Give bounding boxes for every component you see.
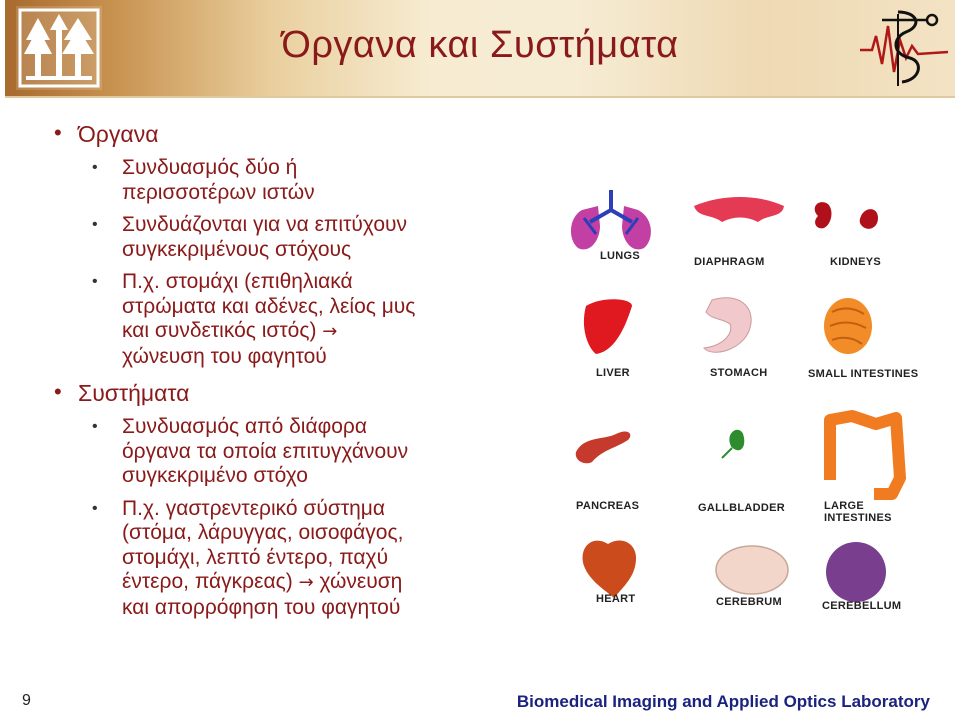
- bullet-icon: •: [54, 120, 62, 145]
- organ-label: STOMACH: [710, 367, 768, 379]
- list-item: • Π.χ. στομάχι (επιθηλιακά στρώματα και αδένες, λείος μυς και συνδετικός ιστός) → χώνευση του φαγητού: [92, 270, 416, 368]
- organ-label: LUNGS: [600, 250, 640, 262]
- organ-label: CEREBELLUM: [822, 600, 902, 612]
- pancreas-icon: [576, 432, 631, 464]
- organ-label: HEART: [596, 593, 636, 605]
- cerebrum-icon: [716, 546, 788, 594]
- small-intestines-icon: [824, 298, 872, 354]
- organ-label: CEREBRUM: [716, 596, 782, 608]
- large-intestines-icon: [830, 416, 900, 494]
- liver-icon: [584, 299, 632, 354]
- arrow-icon: →: [322, 321, 338, 342]
- organ-label: INTESTINES: [824, 512, 892, 524]
- organ-label: KIDNEYS: [830, 256, 881, 268]
- lab-logo-icon: [858, 6, 950, 90]
- diaphragm-icon: [694, 197, 784, 222]
- bullet-icon: •: [92, 273, 98, 290]
- stomach-icon: [704, 298, 751, 353]
- section-heading-organs: • Όργανα: [54, 120, 159, 147]
- bullet-icon: •: [92, 216, 98, 233]
- slide-content: [44, 120, 564, 620]
- bullet-icon: •: [92, 159, 98, 176]
- organ-label: GALLBLADDER: [698, 502, 786, 514]
- organ-label: SMALL INTESTINES: [808, 368, 919, 380]
- list-item: • Συνδυασμός δύο ή περισσοτέρων ιστών: [92, 156, 315, 204]
- bullet-icon: •: [54, 379, 62, 404]
- organ-label: LARGE: [824, 500, 864, 512]
- bullet-icon: •: [92, 499, 98, 517]
- cerebellum-icon: [826, 542, 886, 602]
- heart-icon: [583, 540, 636, 598]
- organs-illustration: [562, 188, 920, 628]
- list-item: • Συνδυάζονται για να επιτύχουν συγκεκριμένους στόχους: [92, 213, 407, 261]
- page-title: Όργανα και Συστήματα: [281, 24, 679, 66]
- arrow-icon: →: [298, 572, 314, 593]
- list-item: • Π.χ. γαστρεντερικό σύστημα (στόμα, λάρυγγας, οισοφάγος, στομάχι, λεπτό έντερο, παχύ έντερο, πάγκρεας) → χώνευση και απορρόφηση του φαγητού: [92, 496, 404, 619]
- lungs-icon: [571, 190, 651, 249]
- footer-lab-name: Biomedical Imaging and Applied Optics Laboratory: [516, 692, 930, 711]
- gallbladder-icon: [722, 431, 743, 458]
- section-heading-systems: • Συστήματα: [54, 379, 190, 406]
- organ-label: DIAPHRAGM: [694, 256, 765, 268]
- list-item: • Συνδυασμός από διάφορα όργανα τα οποία επιτυγχάνουν συγκεκριμένο στόχο: [92, 415, 409, 487]
- organ-label: LIVER: [596, 367, 630, 379]
- bullet-icon: •: [92, 418, 98, 435]
- kidneys-icon: [815, 202, 878, 229]
- organ-label: PANCREAS: [576, 500, 640, 512]
- page-number: 9: [22, 692, 31, 709]
